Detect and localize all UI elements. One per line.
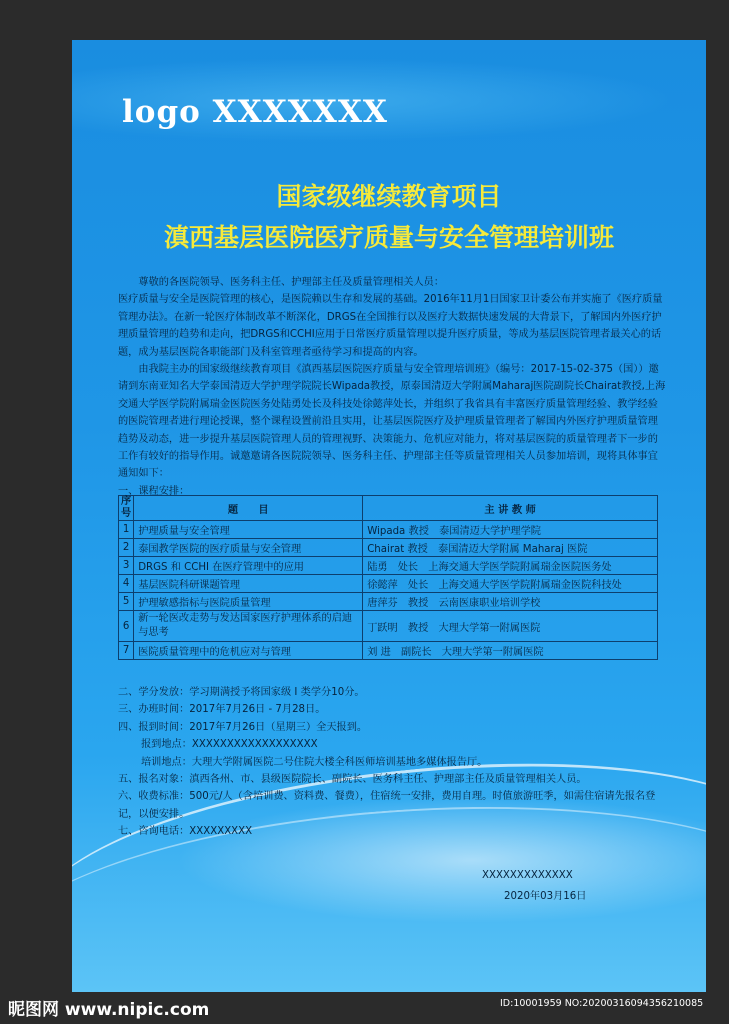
row-topic: 护理敏感指标与医院质量管理 — [134, 593, 363, 611]
info-list — [118, 684, 666, 841]
row-no: 2 — [119, 539, 134, 557]
watermark-id: ID:10001959 NO:20200316094356210085 — [500, 998, 704, 1009]
header-topic: 题 目 — [134, 496, 363, 521]
row-speaker: Wipada 教授 泰国清迈大学护理学院 — [363, 521, 658, 539]
row-speaker: 刘 进 副院长 大理大学第一附属医院 — [363, 642, 658, 660]
table-row — [119, 611, 658, 642]
info-item: 报到地点：XXXXXXXXXXXXXXXXXX — [141, 739, 318, 751]
table-row — [119, 575, 658, 593]
info-item: 二、学分发放：学习期满授予将国家级 I 类学分10分。 — [118, 687, 365, 698]
title-course: 滇西基层医院医疗质量与安全管理培训班 — [163, 223, 614, 252]
watermark-site: 昵图网 www.nipic.com — [8, 1000, 210, 1020]
header-speaker: 主 讲 教 师 — [363, 496, 658, 521]
row-no: 4 — [119, 575, 134, 593]
table-row — [119, 521, 658, 539]
row-topic: 基层医院科研课题管理 — [134, 575, 363, 593]
row-no: 5 — [119, 593, 134, 611]
row-no: 6 — [119, 611, 134, 642]
info-item: 培训地点：大理大学附属医院二号住院大楼全科医师培训基地多媒体报告厅。 — [141, 756, 488, 768]
signature-date: 2020年03月16日 — [504, 891, 587, 902]
table-row — [119, 539, 658, 557]
info-item: 六、收费标准：500元/人（含培训费、资料费、餐费），住宿统一安排，费用自理。时值旅游旺季，如需住宿请先报名登记，以便安排。 — [118, 791, 656, 820]
logo: logo XXXXXXX — [122, 94, 388, 130]
table-header-row — [119, 496, 658, 521]
row-topic: 医院质量管理中的危机应对与管理 — [134, 642, 363, 660]
row-no: 1 — [119, 521, 134, 539]
course-table — [118, 495, 658, 660]
row-no: 7 — [119, 642, 134, 660]
row-speaker: 徐懿萍 处长 上海交通大学医学院附属瑞金医院科技处 — [363, 575, 658, 593]
row-speaker: 唐萍芬 教授 云南医康职业培训学校 — [363, 593, 658, 611]
info-item: 五、报名对象：滇西各州、市、县级医院院长、副院长、医务科主任、护理部主任及质量管理相关人员。 — [118, 774, 587, 786]
info-item: 三、办班时间：2017年7月26日 - 7月28日。 — [118, 704, 326, 716]
row-speaker: Chairat 教授 泰国清迈大学附属 Maharaj 医院 — [363, 539, 658, 557]
row-topic: 泰国教学医院的医疗质量与安全管理 — [134, 539, 363, 557]
poster — [72, 40, 706, 992]
signature-org: XXXXXXXXXXXXX — [482, 870, 573, 881]
intro-paragraph: 由我院主办的国家级继续教育项目《滇西基层医院医疗质量与安全管理培训班》（编号：2017-15-02-375（国））邀请到东南亚知名大学泰国清迈大学护理学院院长Wipada教授，原泰国清迈大学附属Maharaj医院副院长Chairat教授,上海交通大学医学院附属瑞金医院医务处陆勇处长及科技处徐懿萍处长，并组织了我省具有丰富医疗质量管理经验、教学经验的医院管理者进行理论授课，整个课程设置前沿且实用，让基层医院医疗及护理质量管理者了解国内外医疗护理质量管理趋势及动态，进一步提升基层医院管理人员的管理视野、决策能力、危机应对能力，将对基层医院的质量管理者下一步的工作有较好的指导作用。诚邀邀请各医院院领导、医务科主任、护理部主任等质量管理相关人员参加培训，现将具体事宜通知如下： — [118, 364, 666, 480]
info-item: 四、报到时间：2017年7月26日（星期三）全天报到。 — [118, 721, 368, 733]
info-item: 七、咨询电话：XXXXXXXXX — [118, 826, 253, 838]
title-project: 国家级继续教育项目 — [276, 182, 502, 211]
table-row — [119, 642, 658, 660]
row-speaker: 陆勇 处长 上海交通大学医学院附属瑞金医院医务处 — [363, 557, 658, 575]
row-topic: DRGS 和 CCHI 在医疗管理中的应用 — [134, 557, 363, 575]
section-heading: 一、课程安排： — [118, 485, 190, 497]
row-topic: 护理质量与安全管理 — [134, 521, 363, 539]
greeting: 尊敬的各医院领导、医务科主任、护理部主任及质量管理相关人员： — [138, 277, 445, 288]
intro-text — [118, 274, 666, 500]
row-topic: 新一轮医改走势与发达国家医疗护理体系的启迪与思考 — [134, 611, 363, 642]
row-speaker: 丁跃明 教授 大理大学第一附属医院 — [363, 611, 658, 642]
header-no: 序号 — [119, 496, 134, 521]
row-no: 3 — [119, 557, 134, 575]
table-row — [119, 593, 658, 611]
table-row — [119, 557, 658, 575]
intro-paragraph: 医疗质量与安全是医院管理的核心，是医院赖以生存和发展的基础。2016年11月1日国家卫计委公布并实施了《医疗质量管理办法》。在新一轮医疗体制改革不断深化，DRGS在全国推行以及医疗大数据快速发展的大背景下，了解国内外医疗护理质量管理的趋势和走向，把DRGS和CCHI应用于日常医疗质量管理以提升医疗质量，等成为基层医院管理者最关心的话题，成为基层医院各职能部门及科室管理者亟待学习和提高的内容。 — [118, 294, 663, 358]
